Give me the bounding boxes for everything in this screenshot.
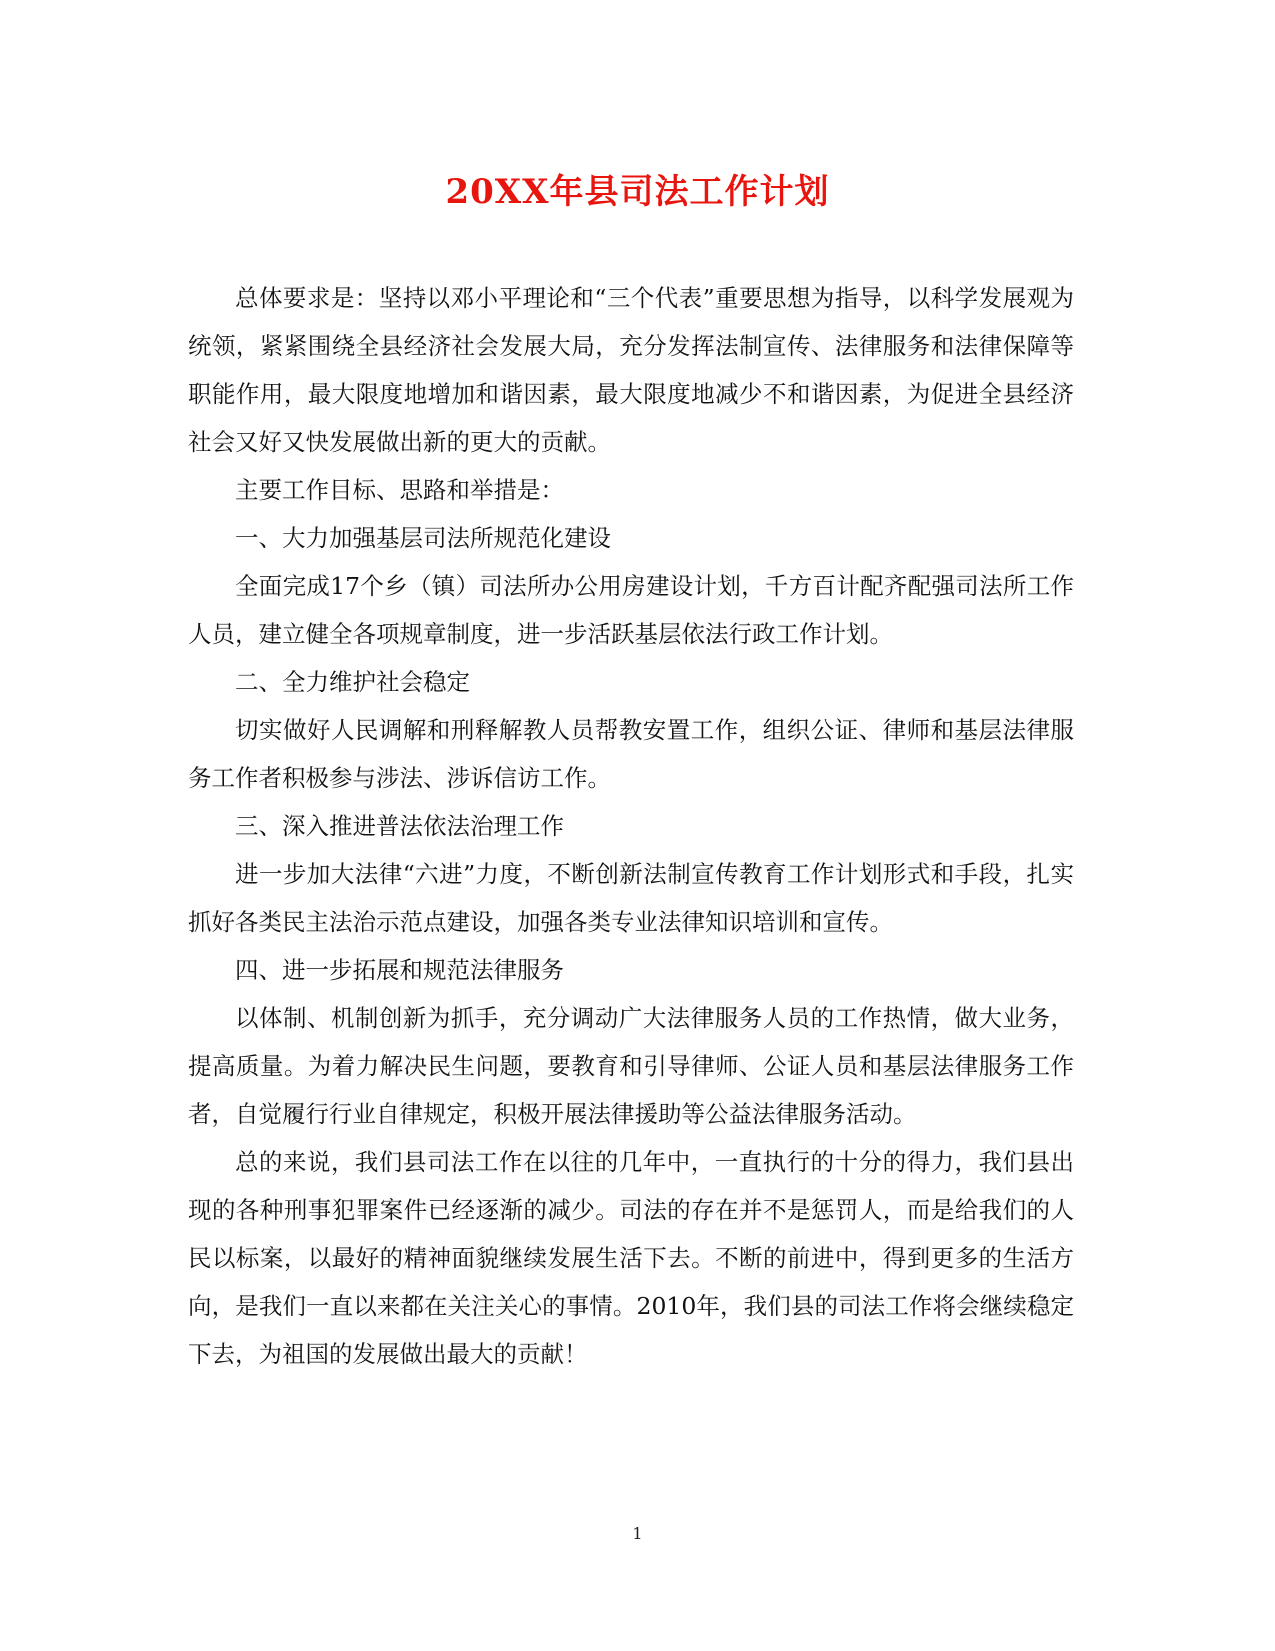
page-number: 1	[632, 1524, 643, 1543]
paragraph-main-goals-intro: 主要工作目标、思路和举措是：	[235, 476, 564, 504]
document-title: 20XX年县司法工作计划	[445, 172, 830, 212]
section-heading-2: 二、全力维护社会稳定	[235, 668, 470, 696]
section-heading-3: 三、深入推进普法依法治理工作	[235, 812, 564, 840]
paragraph-section-4: 以体制、机制创新为抓手，充分调动广大法律服务人员的工作热情，做大业务，提高质量。为着力解决民生问题，要教育和引导律师、公证人员和基层法律服务工作者，自觉履行行业自律规定，积极开展法律援助等公益法律服务活动。	[188, 1004, 1074, 1128]
paragraph-conclusion: 总的来说，我们县司法工作在以往的几年中，一直执行的十分的得力，我们县出现的各种刑事犯罪案件已经逐渐的减少。司法的存在并不是惩罚人，而是给我们的人民以标案，以最好的精神面貌继续发展生活下去。不断的前进中，得到更多的生活方向，是我们一直以来都在关注关心的事情。2010年，我们县的司法工作将会继续稳定下去，为祖国的发展做出最大的贡献！	[188, 1148, 1074, 1368]
document-body	[188, 274, 1074, 1378]
section-heading-4: 四、进一步拓展和规范法律服务	[235, 956, 564, 984]
paragraph-section-1: 全面完成17个乡（镇）司法所办公用房建设计划，千方百计配齐配强司法所工作人员，建立健全各项规章制度，进一步活跃基层依法行政工作计划。	[188, 572, 1074, 648]
section-heading-1: 一、大力加强基层司法所规范化建设	[235, 524, 611, 552]
paragraph-section-3: 进一步加大法律“六进”力度，不断创新法制宣传教育工作计划形式和手段，扎实抓好各类民主法治示范点建设，加强各类专业法律知识培训和宣传。	[188, 860, 1074, 936]
paragraph-section-2: 切实做好人民调解和刑释解教人员帮教安置工作，组织公证、律师和基层法律服务工作者积极参与涉法、涉诉信访工作。	[188, 716, 1074, 792]
paragraph-overall-requirements: 总体要求是：坚持以邓小平理论和“三个代表”重要思想为指导，以科学发展观为统领，紧紧围绕全县经济社会发展大局，充分发挥法制宣传、法律服务和法律保障等职能作用，最大限度地增加和谐因素，最大限度地减少不和谐因素，为促进全县经济社会又好又快发展做出新的更大的贡献。	[188, 284, 1074, 456]
